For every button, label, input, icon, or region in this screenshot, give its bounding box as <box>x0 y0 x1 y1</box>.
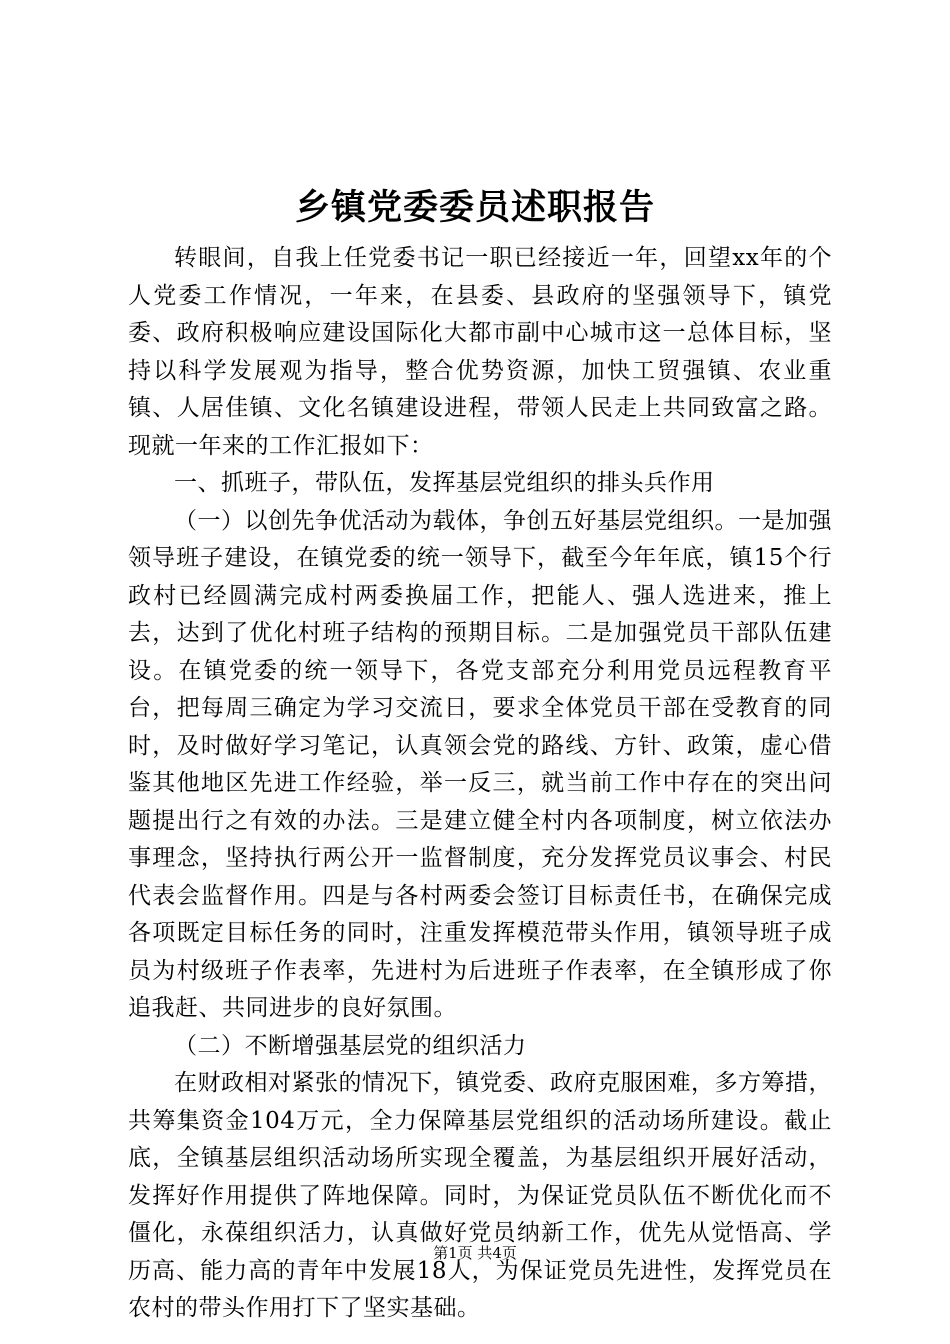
document-title: 乡镇党委委员述职报告 <box>294 187 655 228</box>
section-heading: 一、抓班子，带队伍，发挥基层党组织的排头兵作用 <box>174 470 715 496</box>
subsection-heading: （二）不断增强基层党的组织活力 <box>174 1032 527 1059</box>
subsection-paragraph: （一）以创先争优活动为载体，争创五好基层党组织。一是加强领导班子建设，在镇党委的统一领导下，截至今年年底，镇15个行政村已经圆满完成村两委换届工作，把能人、强人选进来，推上去，达到了优化村班子结构的预期目标。二是加强党员干部队伍建设。在镇党委的统一领导下，各党支部充分利用党员远程教育平台，把每周三确定为学习交流日，要求全体党员干部在受教育的同时，及时做好学习笔记，认真领会党的路线、方针、政策，虚心借鉴其他地区先进工作经验，举一反三，就当前工作中存在的突出问题提出行之有效的办法。三是建立健全村内各项制度，树立依法办事理念，坚持执行两公开一监督制度，充分发挥党员议事会、村民代表会监督作用。四是与各村两委会签订目标责任书，在确保完成各项既定目标任务的同时，注重发挥模范带头作用，镇领导班子成员为村级班子作表率，先进村为后进班子作表率，在全镇形成了你追我赶、共同进步的良好氛围。 <box>128 507 832 1021</box>
document-body <box>128 240 832 1328</box>
page-footer: 第1页 共4页 <box>433 1244 517 1262</box>
body-paragraph: 在财政相对紧张的情况下，镇党委、政府克服困难，多方筹措，共筹集资金104万元，全力保障基层党组织的活动场所建设。截止底，全镇基层组织活动场所实现全覆盖，为基层组织开展好活动，发挥好作用提供了阵地保障。同时，为保证党员队伍不断优化而不僵化，永葆组织活力，认真做好党员纳新工作，优先从觉悟高、学历高、能力高的青年中发展18人，为保证党员先进性，发挥党员在农村的带头作用打下了坚实基础。 <box>128 1070 832 1321</box>
intro-paragraph: 转眼间，自我上任党委书记一职已经接近一年，回望xx年的个人党委工作情况，一年来，在县委、县政府的坚强领导下，镇党委、政府积极响应建设国际化大都市副中心城市这一总体目标，坚持以科学发展观为指导，整合优势资源，加快工贸强镇、农业重镇、人居佳镇、文化名镇建设进程，带领人民走上共同致富之路。现就一年来的工作汇报如下： <box>128 245 832 459</box>
